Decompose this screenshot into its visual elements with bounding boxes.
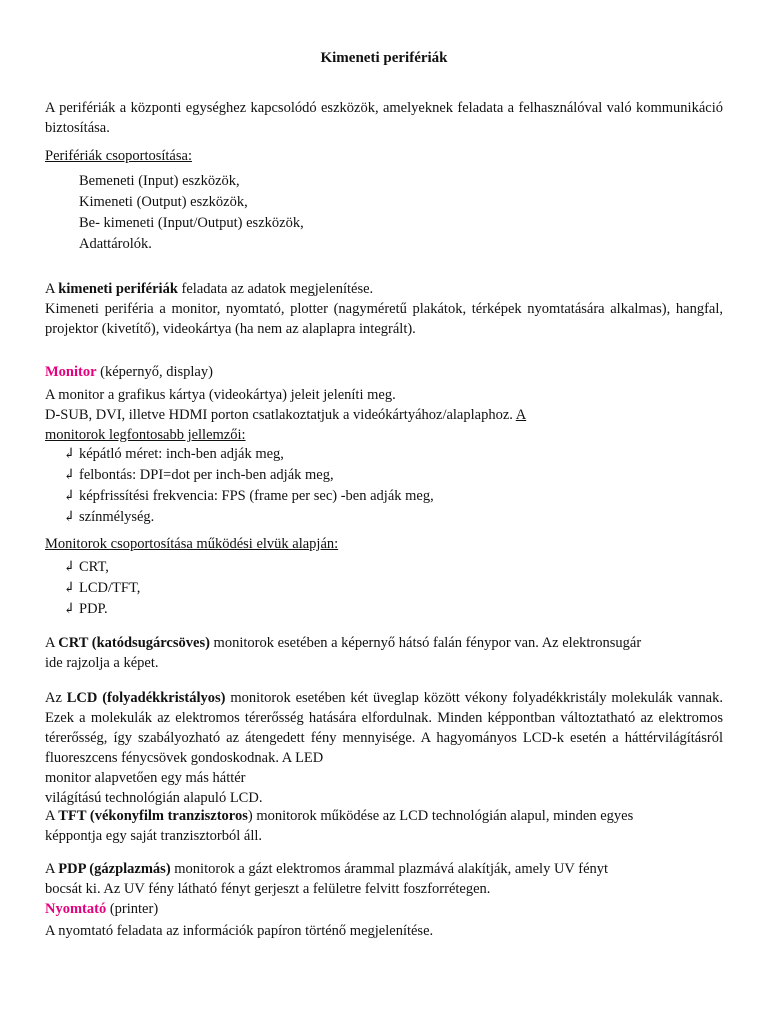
list-item: Adattárolók. <box>79 236 152 252</box>
list-item: ↲ képfrissítési frekvencia: FPS (frame per sec) -ben adják meg, <box>63 488 434 504</box>
tft-term: TFT (vékonyfilm tranzisztoros <box>58 808 248 824</box>
list-item: Bemeneti (Input) eszközök, <box>79 173 240 189</box>
output-peripherals-term: kimeneti perifériák <box>58 281 178 297</box>
return-arrow-icon: ↲ <box>63 446 76 462</box>
list-item: ↲ PDP. <box>63 601 108 617</box>
grouping-heading: Perifériák csoportosítása: <box>45 148 192 164</box>
tft-paragraph: A TFT (vékonyfilm tranzisztoros) monitorok működése az LCD technológián alapul, minden egyes képpontja egy saját tranzisztorból áll. <box>45 808 634 844</box>
monitor-description: A monitor a grafikus kártya (videokártya) jeleit jeleníti meg. D-SUB, DVI, illetve HDMI porton csatlakoztatjuk a videókártyához/alaplaphoz. A monitorok legfontosabb jellemzői: <box>45 385 723 445</box>
return-arrow-icon: ↲ <box>63 488 76 504</box>
return-arrow-icon: ↲ <box>63 601 76 617</box>
page-title: Kimeneti perifériák <box>320 50 448 66</box>
crt-paragraph: A CRT (katódsugárcsöves) monitorok esetében a képernyő hátsó falán fénypor van. Az elektronsugár ide rajzolja a képet. <box>45 635 642 671</box>
lcd-paragraph-end: monitor alapvetően egy más háttér világítású technológián alapuló LCD. <box>45 770 263 806</box>
return-arrow-icon: ↲ <box>63 467 76 483</box>
monitor-features-heading: monitorok legfontosabb jellemzői: <box>45 427 246 443</box>
monitor-features-list <box>63 444 703 528</box>
lcd-term: LCD (folyadékkristályos) <box>66 690 226 706</box>
monitor-heading: Monitor (képernyő, display) <box>45 364 213 380</box>
list-item: ↲ képátló méret: inch-ben adják meg, <box>63 446 284 462</box>
list-item: ↲ felbontás: DPI=dot per inch-ben adják meg, <box>63 467 334 483</box>
pdp-paragraph: A PDP (gázplazmás) monitorok a gázt elektromos árammal plazmává alakítják, amely UV fényt bocsát ki. Az UV fény látható fényt gerjeszt a felületre felvitt foszforrétegen. <box>45 861 609 897</box>
return-arrow-icon: ↲ <box>63 580 76 596</box>
list-item: ↲ CRT, <box>63 559 109 575</box>
lcd-paragraph: Az LCD (folyadékkristályos) monitorok esetében két üveglap között vékony folyadékkristály molekulák vannak. Ezek a molekulák az elektromos térerősség hatására elfordulnak. Minden képpontban változtatható az elektromos térerősség, így szabályozható az átengedett fény mennyisége. A hagyományos LCD-k esetén a háttérvilágításról fluoreszcens fénycsövek gondoskodnak. A LED <box>45 690 723 766</box>
return-arrow-icon: ↲ <box>63 509 76 525</box>
output-task-line: A kimeneti perifériák feladata az adatok megjelenítése. <box>45 281 374 297</box>
list-item: ↲ színmélység. <box>63 509 155 525</box>
list-item: Be- kimeneti (Input/Output) eszközök, <box>79 215 304 231</box>
printer-heading: Nyomtató (printer) <box>45 901 159 917</box>
intro-paragraph: A perifériák a központi egységhez kapcsolódó eszközök, amelyeknek feladata a felhasználóval való kommunikáció biztosítása. <box>45 100 723 136</box>
printer-heading-label: Nyomtató <box>45 901 107 917</box>
grouping-list <box>63 171 703 255</box>
output-list-paragraph: Kimeneti periféria a monitor, nyomtató, plotter (nagyméretű plakátok, térképek nyomtatására alkalmas), hangfal, projektor (kivetítő), videokártya (ha nem az alaplapra integrált). <box>45 301 723 337</box>
return-arrow-icon: ↲ <box>63 559 76 575</box>
list-item: Kimeneti (Output) eszközök, <box>79 194 248 210</box>
list-item: ↲ LCD/TFT, <box>63 580 141 596</box>
monitor-heading-label: Monitor <box>45 364 97 380</box>
monitor-types-list <box>63 557 703 620</box>
printer-description: A nyomtató feladata az információk papíron történő megjelenítése. <box>45 923 434 939</box>
crt-term: CRT (katódsugárcsöves) <box>58 635 210 651</box>
pdp-term: PDP (gázplazmás) <box>58 861 171 877</box>
monitor-types-heading: Monitorok csoportosítása működési elvük alapján: <box>45 536 339 552</box>
